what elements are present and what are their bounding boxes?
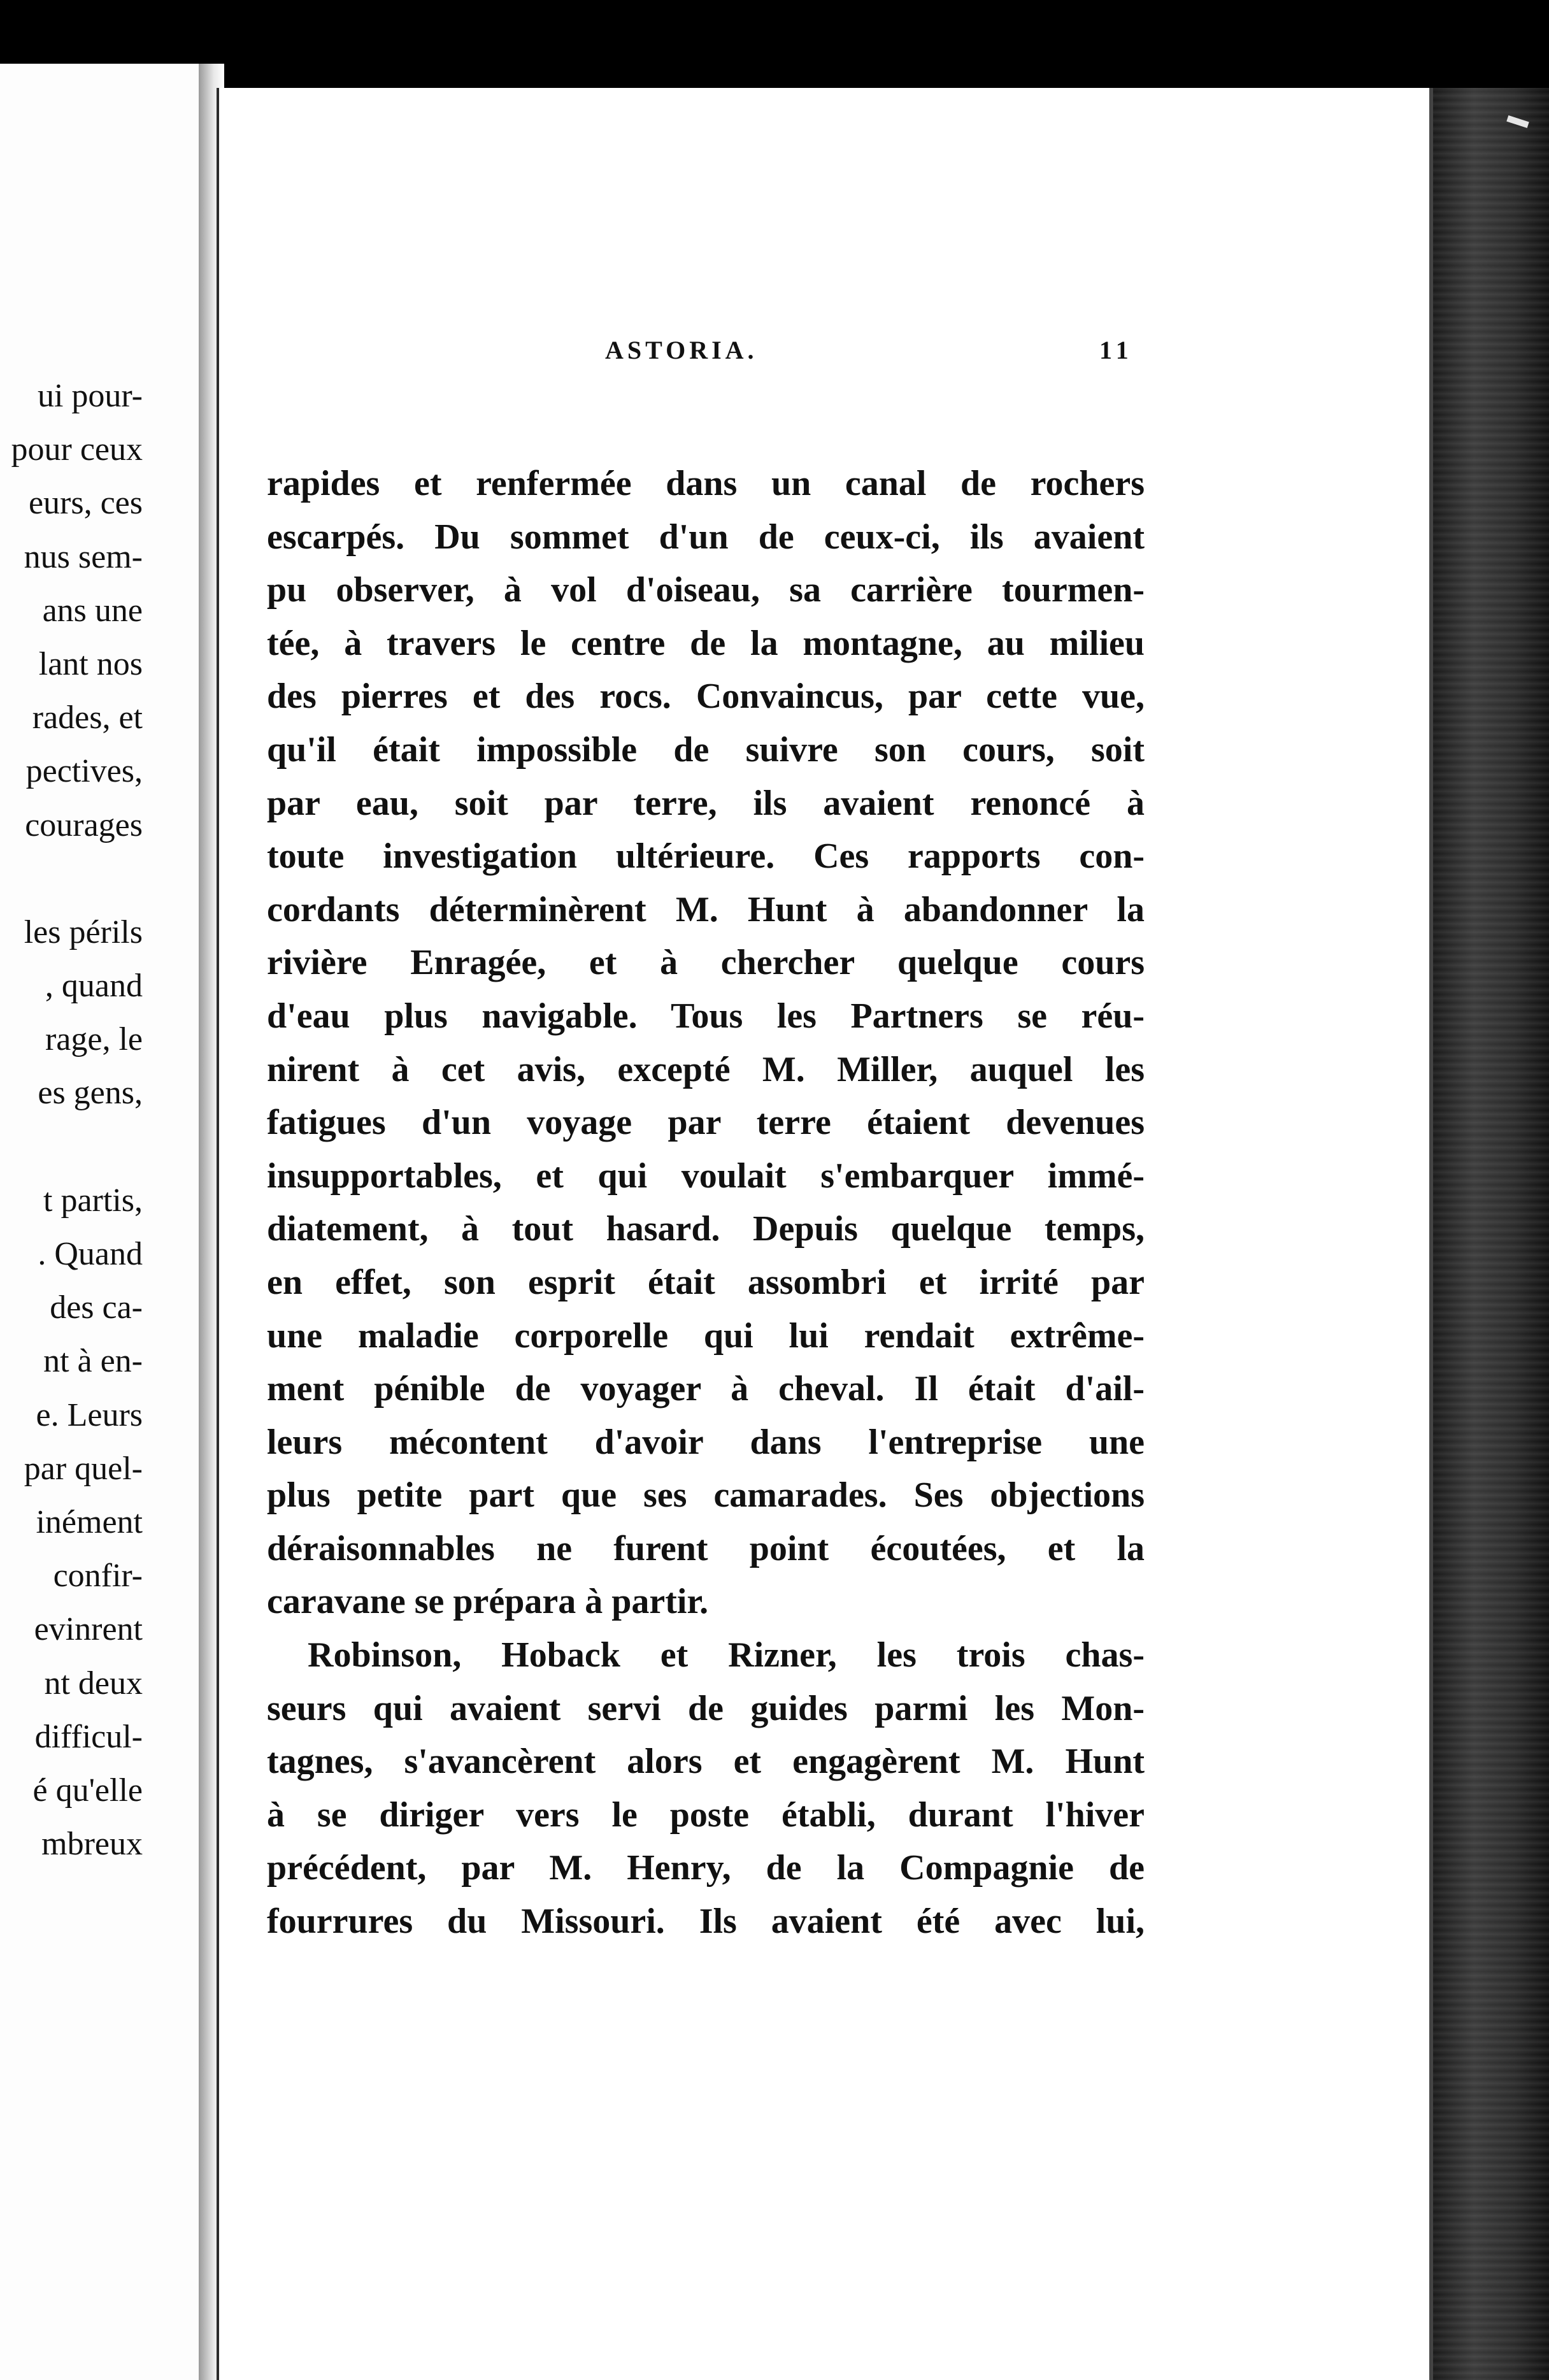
text-line: toute investigation ultérieure. Ces rapports con- xyxy=(267,836,1145,877)
left-line: t partis, xyxy=(43,1182,143,1219)
body-text xyxy=(267,457,1145,1949)
text-line: Robinson, Hoback et Rizner, les trois chas- xyxy=(308,1635,1145,1675)
text-line: précédent, par M. Henry, de la Compagnie de xyxy=(267,1848,1145,1888)
text-line: tée, à travers le centre de la montagne, au milieu xyxy=(267,623,1145,663)
text-line: nirent à cet avis, excepté M. Miller, auquel les xyxy=(267,1049,1145,1089)
text-line: plus petite part que ses camarades. Ses objections xyxy=(267,1475,1145,1516)
left-line-gap xyxy=(0,1121,143,1174)
left-line: é qu'elle xyxy=(32,1772,143,1809)
text-line: des pierres et des rocs. Convaincus, par cette vue, xyxy=(267,677,1145,717)
left-line-gap xyxy=(0,852,143,906)
text-line: par eau, soit par terre, ils avaient renoncé à xyxy=(267,783,1145,823)
left-line: les périls xyxy=(24,914,143,950)
text-line: cordants déterminèrent M. Hunt à abandonner la xyxy=(267,889,1145,929)
left-line: confir- xyxy=(53,1558,143,1595)
text-line: diatement, à tout hasard. Depuis quelque temps, xyxy=(267,1209,1145,1249)
right-page xyxy=(217,88,1436,2380)
left-page-text xyxy=(0,369,143,1871)
left-line: courages xyxy=(25,806,143,843)
text-line: une maladie corporelle qui lui rendait extrême- xyxy=(267,1315,1145,1356)
text-line: d'eau plus navigable. Tous les Partners se réu- xyxy=(267,996,1145,1036)
text-line: escarpés. Du sommet d'un de ceux-ci, ils avaient xyxy=(267,517,1145,557)
left-line: nt à en- xyxy=(43,1343,143,1380)
text-line: seurs qui avaient servi de guides parmi les Mon- xyxy=(267,1688,1145,1728)
text-line: fourrures du Missouri. Ils avaient été avec lui, xyxy=(267,1902,1145,1942)
left-line: , quand xyxy=(45,968,143,1005)
running-head xyxy=(219,335,1436,373)
left-line: difficul- xyxy=(34,1718,143,1755)
left-line: ans une xyxy=(42,592,143,629)
left-facing-page xyxy=(0,64,203,2380)
left-line: nus sem- xyxy=(24,538,143,575)
text-line: ment pénible de voyager à cheval. Il était d'ail- xyxy=(267,1369,1145,1409)
left-line: rage, le xyxy=(45,1021,143,1058)
left-line: e. Leurs xyxy=(36,1396,143,1433)
binding-edge xyxy=(1433,88,1549,2380)
left-line: mbreux xyxy=(41,1826,143,1863)
text-line: pu observer, à vol d'oiseau, sa carrière tourmen- xyxy=(267,570,1145,610)
left-line: rades, et xyxy=(32,699,143,736)
running-head-title: ASTORIA. xyxy=(605,336,758,364)
text-line: caravane se prépara à partir. xyxy=(267,1582,709,1622)
text-line: rivière Enragée, et à chercher quelque cours xyxy=(267,943,1145,983)
left-line: eurs, ces xyxy=(28,485,143,522)
text-line: leurs mécontent d'avoir dans l'entreprise une xyxy=(267,1422,1145,1462)
text-line: tagnes, s'avancèrent alors et engagèrent M. Hunt xyxy=(267,1742,1145,1782)
text-line: déraisonnables ne furent point écoutées, et la xyxy=(267,1528,1145,1568)
left-line: evinrent xyxy=(34,1611,143,1648)
page-number: 11 xyxy=(1099,336,1134,364)
text-line: en effet, son esprit était assombri et irrité par xyxy=(267,1262,1145,1302)
text-line: insupportables, et qui voulait s'embarquer immé- xyxy=(267,1156,1145,1196)
left-line: ui pour- xyxy=(37,378,143,414)
left-line: es gens, xyxy=(38,1075,143,1112)
left-line: . Quand xyxy=(38,1236,143,1272)
left-line: pectives, xyxy=(25,753,143,790)
text-line: à se diriger vers le poste établi, durant l'hiver xyxy=(267,1795,1145,1835)
left-line: lant nos xyxy=(38,645,143,682)
left-line: inément xyxy=(36,1503,143,1540)
text-line: fatigues d'un voyage par terre étaient devenues xyxy=(267,1103,1145,1143)
left-line: pour ceux xyxy=(11,431,143,468)
left-line: par quel- xyxy=(24,1450,143,1487)
left-line: des ca- xyxy=(50,1289,143,1326)
text-line: qu'il était impossible de suivre son cours, soit xyxy=(267,729,1145,770)
text-line: rapides et renfermée dans un canal de rochers xyxy=(267,464,1145,503)
left-line: nt deux xyxy=(44,1665,143,1702)
